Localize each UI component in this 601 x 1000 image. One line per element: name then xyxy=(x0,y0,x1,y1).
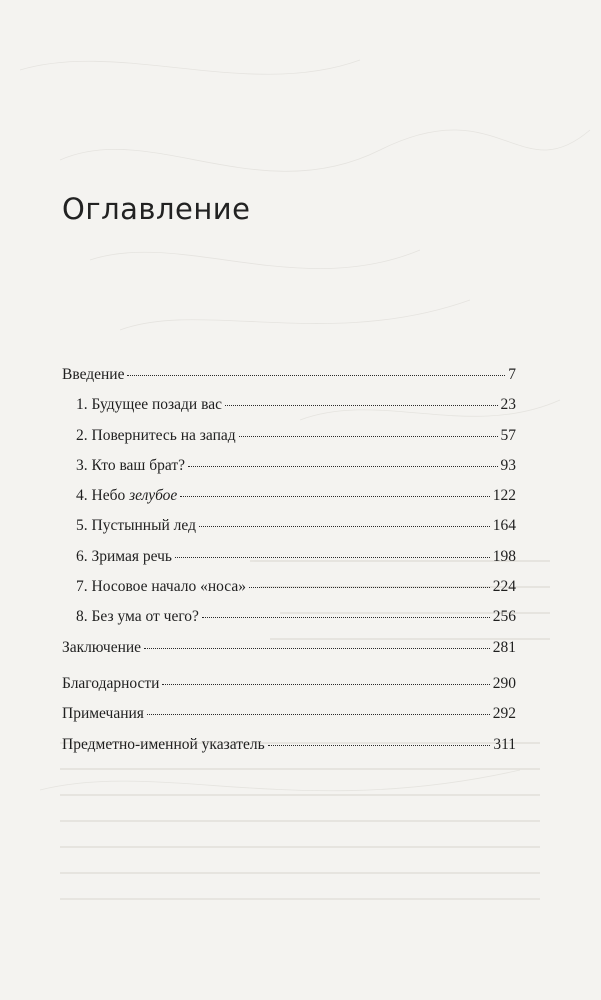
chapter-title: Зримая речь xyxy=(91,547,173,565)
toc-entry-chapter[interactable] xyxy=(62,517,516,547)
leader-dots xyxy=(239,436,498,437)
leader-dots xyxy=(268,745,491,746)
chapter-number: 7. xyxy=(76,578,88,596)
toc-entry-label xyxy=(76,548,172,566)
chapter-number: 4. xyxy=(76,487,88,505)
toc-entry-notes[interactable] xyxy=(62,705,516,735)
toc-entry-chapter[interactable] xyxy=(62,487,516,517)
table-of-contents xyxy=(62,366,516,766)
leader-dots xyxy=(127,375,505,376)
toc-entry-page: 122 xyxy=(492,487,516,505)
chapter-title: Пустынный лед xyxy=(91,517,196,535)
chapter-title-italic: зелубое xyxy=(129,487,178,505)
leader-dots xyxy=(144,648,490,649)
chapter-title: Носовое начало «носа» xyxy=(91,578,246,596)
leader-dots xyxy=(202,617,490,618)
toc-entry-label xyxy=(76,457,185,475)
chapter-number: 1. xyxy=(76,396,88,414)
toc-entry-chapter[interactable] xyxy=(62,427,516,457)
toc-entry-page: 23 xyxy=(500,396,516,414)
toc-entry-page: 290 xyxy=(492,674,516,692)
chapter-title: Кто ваш брат? xyxy=(91,456,186,474)
toc-entry-page: 292 xyxy=(492,705,516,723)
leader-dots xyxy=(147,714,490,715)
toc-entry-label xyxy=(76,517,196,535)
toc-entry-label: Благодарности xyxy=(62,674,160,692)
toc-entry-page: 93 xyxy=(500,456,516,474)
toc-entry-page: 256 xyxy=(492,608,516,626)
toc-entry-chapter[interactable] xyxy=(62,578,516,608)
toc-entry-index[interactable] xyxy=(62,736,516,766)
leader-dots xyxy=(175,557,490,558)
toc-entry-label: Введение xyxy=(62,366,125,383)
toc-entry-label xyxy=(76,608,199,626)
toc-entry-page: 164 xyxy=(492,517,516,535)
toc-entry-page: 311 xyxy=(493,735,516,753)
chapter-number: 6. xyxy=(76,547,88,565)
leader-dots xyxy=(180,496,489,497)
toc-entry-page: 57 xyxy=(500,426,516,444)
toc-entry-label: Предметно-именной указатель xyxy=(62,735,265,753)
chapter-number: 2. xyxy=(76,426,88,444)
toc-entry-label xyxy=(76,396,222,414)
toc-entry-chapter[interactable] xyxy=(62,396,516,426)
leader-dots xyxy=(225,405,498,406)
toc-entry-label: Примечания xyxy=(62,705,144,723)
toc-entry-label xyxy=(76,578,246,596)
chapter-number: 3. xyxy=(76,456,88,474)
chapter-number: 8. xyxy=(76,608,88,626)
toc-entry-page: 281 xyxy=(492,638,516,656)
chapter-title: Будущее позади вас xyxy=(91,396,222,414)
chapter-title: Небо xyxy=(91,487,126,505)
toc-entry-page: 7 xyxy=(508,366,516,383)
toc-entry-chapter[interactable] xyxy=(62,548,516,578)
toc-entry-label xyxy=(76,487,177,505)
toc-entry-page: 198 xyxy=(492,547,516,565)
chapter-number: 5. xyxy=(76,517,88,535)
toc-entry-chapter[interactable] xyxy=(62,457,516,487)
toc-entry-conclusion[interactable] xyxy=(62,639,516,669)
toc-entry-chapter[interactable] xyxy=(62,608,516,638)
toc-entry-acknowledgements[interactable] xyxy=(62,675,516,705)
toc-entry-page: 224 xyxy=(492,578,516,596)
page-title: Оглавление xyxy=(62,192,251,226)
toc-entry-label: Заключение xyxy=(62,638,142,656)
leader-dots xyxy=(249,587,490,588)
chapter-title: Без ума от чего? xyxy=(91,608,199,626)
chapter-title: Повернитесь на запад xyxy=(91,426,236,444)
toc-entry-label xyxy=(76,427,236,445)
leader-dots xyxy=(199,526,490,527)
toc-entry-intro[interactable] xyxy=(62,366,516,396)
leader-dots xyxy=(188,466,497,467)
leader-dots xyxy=(162,684,489,685)
